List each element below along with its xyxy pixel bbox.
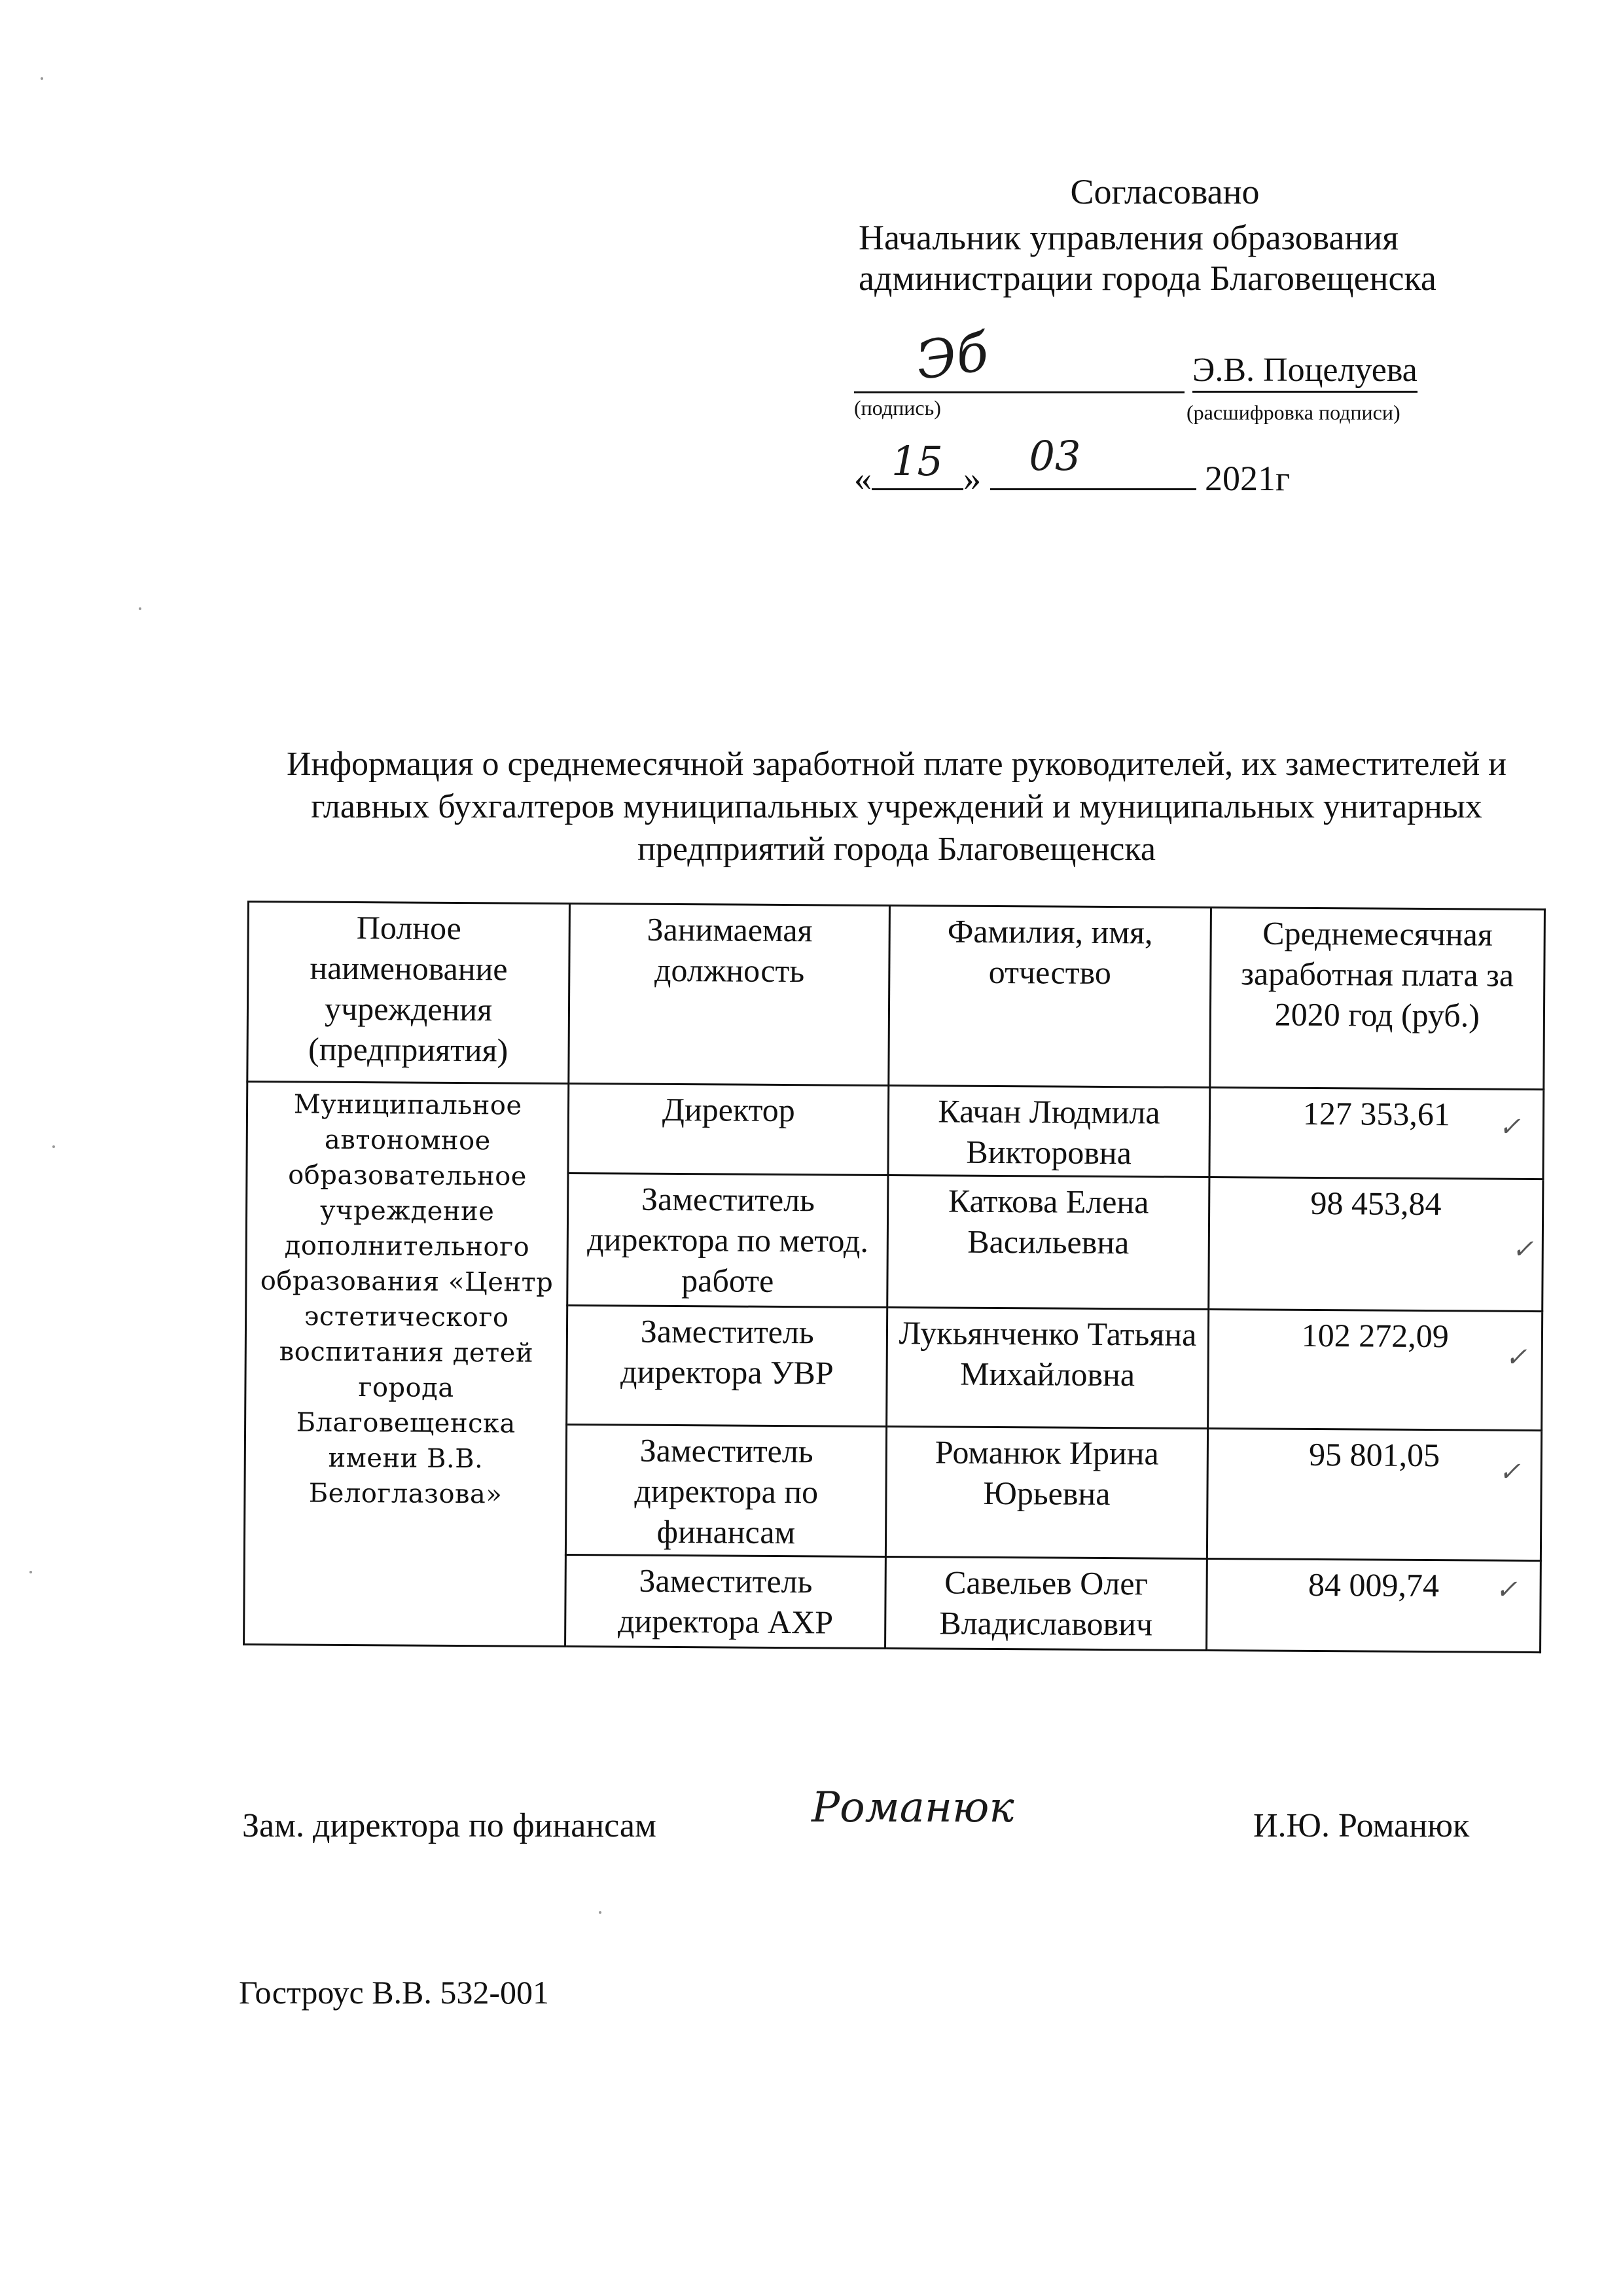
date-year: 2021г bbox=[1205, 459, 1291, 498]
date-open-quote: « bbox=[854, 459, 872, 498]
header-full-name: Фамилия, имя, отчество bbox=[889, 905, 1211, 1087]
salary-cell: 84 009,74 bbox=[1206, 1558, 1541, 1652]
header-position: Занимаемая должность bbox=[569, 904, 890, 1086]
name-cell: Качан Людмила Викторовна bbox=[888, 1085, 1209, 1177]
position-cell: Заместитель директора АХР bbox=[565, 1554, 886, 1648]
date-day-field bbox=[872, 437, 963, 490]
check-mark-icon: ✓ bbox=[1499, 1112, 1521, 1141]
footer-signatory-role: Зам. директора по финансам bbox=[242, 1807, 656, 1844]
header-average-salary: Среднемесячная заработная плата за 2020 год (руб.) bbox=[1209, 907, 1544, 1089]
position-cell: Заместитель директора по метод. работе bbox=[567, 1174, 888, 1308]
approver-name: Э.В. Поцелуева bbox=[1192, 351, 1418, 393]
executor-contact: Гостроус В.В. 532-001 bbox=[239, 1974, 550, 2011]
position-cell: Заместитель директора УВР bbox=[567, 1305, 887, 1426]
name-cell: Каткова Елена Васильевна bbox=[887, 1175, 1209, 1309]
scan-speck bbox=[599, 1911, 601, 1914]
salary-cell: 127 353,61 bbox=[1209, 1087, 1544, 1179]
organization-name: Муниципальное автономное образовательное учреждение дополнительного образования «Центр эстетического воспитания детей города Благовещенска имени В.В. Белоглазова» bbox=[244, 1082, 569, 1647]
name-cell: Лукьянченко Татьяна Михайловна bbox=[887, 1307, 1208, 1428]
check-mark-icon: ✓ bbox=[1499, 1457, 1521, 1486]
scan-speck bbox=[41, 77, 43, 80]
approver-signature: Эб bbox=[912, 321, 992, 392]
check-mark-icon: ✓ bbox=[1495, 1575, 1518, 1604]
position-cell: Заместитель директора по финансам bbox=[566, 1424, 887, 1556]
salary-cell: 98 453,84 bbox=[1208, 1177, 1543, 1311]
check-mark-icon: ✓ bbox=[1512, 1234, 1534, 1264]
scan-speck bbox=[52, 1145, 55, 1148]
document-title: Информация о среднемесячной заработной плате руководителей, их заместителей и главных бухгалтеров муниципальных учреждений и муниципальных унитарных предприятий города Благовещенска bbox=[286, 745, 1507, 868]
scan-speck bbox=[29, 1571, 32, 1573]
signature-label: (подпись) bbox=[854, 396, 941, 420]
approver-position-line-2: администрации города Благовещенска bbox=[859, 259, 1436, 298]
approval-date bbox=[854, 432, 1291, 499]
date-day: 15 bbox=[891, 437, 943, 485]
date-month: 03 bbox=[1029, 432, 1081, 480]
date-close-quote: » bbox=[963, 459, 981, 498]
approval-heading: Согласовано bbox=[1070, 172, 1260, 211]
footer-signatory-name: И.Ю. Романюк bbox=[1253, 1807, 1470, 1844]
salary-table bbox=[243, 901, 1546, 1653]
table-row bbox=[247, 1082, 1544, 1179]
scan-speck bbox=[139, 607, 141, 610]
check-mark-icon: ✓ bbox=[1505, 1342, 1527, 1372]
name-cell: Савельев Олег Владиславович bbox=[885, 1556, 1207, 1650]
approver-position-line-1: Начальник управления образования bbox=[859, 218, 1399, 257]
table-header-row bbox=[247, 902, 1545, 1090]
signature-line bbox=[854, 391, 1185, 393]
header-organization: Полное наименование учреждения (предприятия) bbox=[247, 902, 570, 1084]
signature-decode-label: (расшифровка подписи) bbox=[1186, 401, 1400, 424]
salary-cell: 95 801,05 bbox=[1207, 1428, 1542, 1560]
position-cell: Директор bbox=[568, 1084, 889, 1175]
date-month-field bbox=[990, 432, 1196, 490]
name-cell: Романюк Ирина Юрьевна bbox=[886, 1426, 1207, 1558]
salary-cell: 102 272,09 bbox=[1207, 1309, 1543, 1430]
footer-signature: Романюк bbox=[812, 1784, 1014, 1832]
